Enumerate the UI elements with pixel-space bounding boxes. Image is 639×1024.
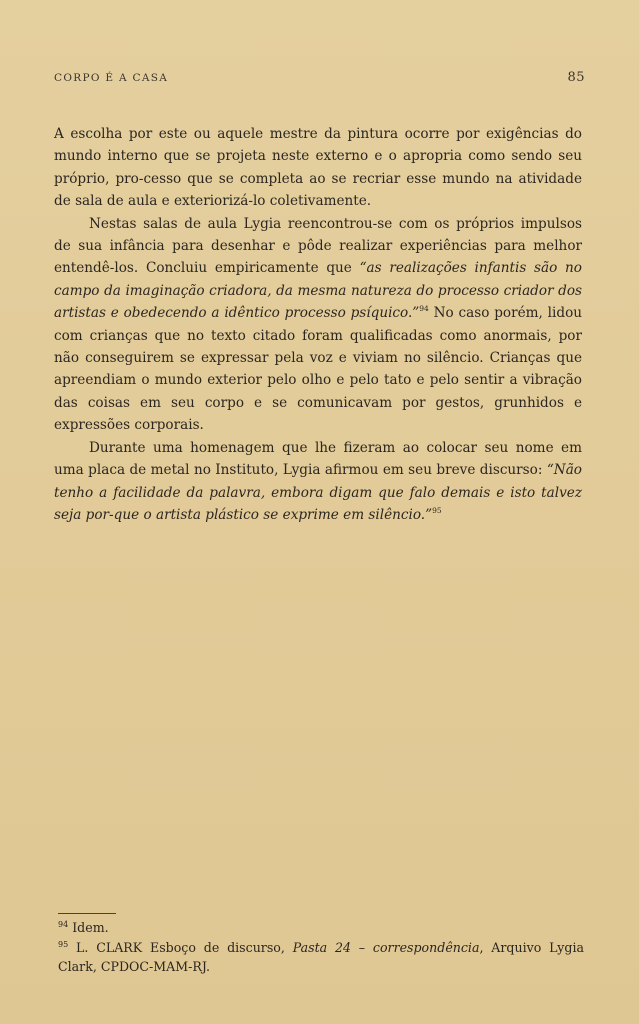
paragraph-1-text: A escolha por este ou aquele mestre da pintura ocorre por exigências do mundo interno que se projeta neste externo e o apropria como sendo seu próprio, pro-cesso que se completa ao se recriar esse mundo na atividade de sala de aula e exteriorizá-lo coletivamente.	[54, 126, 582, 210]
paragraph-2-quote: “as realizações infantis são no campo da imaginação criadora, da mesma natureza do processo criador dos artistas e obedecendo a idêntico processo psíquico.”	[54, 260, 582, 322]
footnote-ref-94: 94	[419, 304, 429, 314]
paragraph-2	[54, 213, 582, 437]
paragraph-3-text-before: Durante uma homenagem que lhe fizeram ao colocar seu nome em uma placa de metal no Instituto, Lygia afirmou em seu breve discurso:	[54, 439, 582, 479]
paragraph-3-quote: “Não tenho a facilidade da palavra, embora digam que falo demais e isto talvez seja por-que o artista plástico se exprime em silêncio.”	[54, 462, 582, 523]
footnote-95	[58, 938, 584, 977]
footnote-number: 95	[58, 939, 69, 949]
footnote-number: 94	[58, 920, 69, 929]
running-head	[54, 71, 585, 91]
footnotes	[58, 918, 584, 977]
footnote-94	[58, 918, 584, 938]
footnote-italic-text: Pasta 24 – correspondência	[292, 939, 480, 955]
footnote-text: Idem.	[72, 920, 109, 935]
page-number: 85	[567, 70, 585, 85]
footnote-text: L. CLARK Esboço de discurso,	[76, 939, 293, 955]
running-head-title: CORPO É A CASA	[54, 72, 169, 84]
body-text	[54, 123, 582, 526]
paragraph-2-text-before: Nestas salas de aula Lygia reencontrou-se com os próprios impulsos de sua infância para desenhar e pôde realizar experiências para melhor entendê-los. Concluiu empiricamente que	[54, 215, 582, 277]
footnote-ref-95: 95	[432, 505, 442, 515]
paragraph-3	[54, 437, 582, 527]
paragraph-2-text-after: No caso porém, lidou com crianças que no texto citado foram qualificadas como anormais, por não conseguirem se expressar pela voz e viviam no silêncio. Crianças que apreendiam o mundo exterior pelo olho e pelo tato e pelo sentir a vibração das coisas em seu corpo e se comunicavam por gestos, grunhidos e expressões corporais.	[54, 305, 583, 434]
footnote-text-after: , Arquivo Lygia Clark, CPDOC-MAM-RJ.	[58, 939, 584, 975]
paragraph-1	[54, 123, 582, 213]
footnote-divider	[58, 913, 116, 914]
